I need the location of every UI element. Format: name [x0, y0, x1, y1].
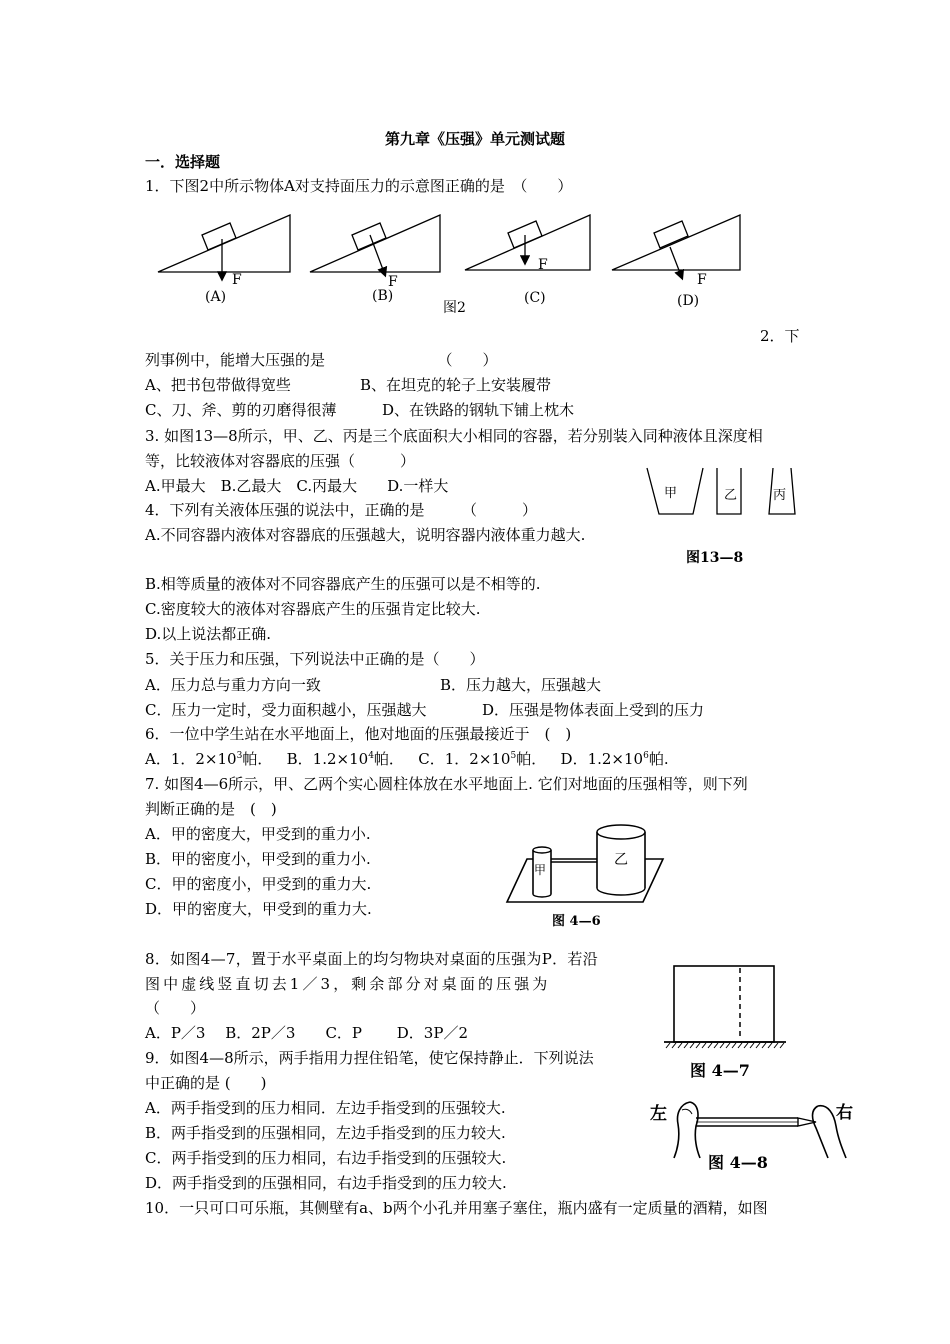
container-label-bing: 丙 [773, 488, 787, 503]
q4-stem: 4．下列有关液体压强的说法中，正确的是 （ ） [145, 501, 538, 519]
option-label-d: (D) [677, 293, 700, 309]
incline-diagram-a [158, 215, 290, 279]
q7-stem-line2: 判断正确的是 ( ) [145, 800, 277, 818]
q5-option-c: C．压力一定时，受力面积越小，压强越大 [145, 701, 427, 719]
q9-stem-line1: 9．如图4—8所示，两手指用力捏住铅笔，使它保持静止．下列说法 [145, 1049, 594, 1067]
cylinder-label-jia: 甲 [534, 863, 547, 877]
q2-option-b: B、在坦克的轮子上安装履带 [360, 376, 552, 394]
q8-options: A．P／3 B．2P／3 C．P D．3P／2 [145, 1024, 468, 1042]
q9-option-c: C．两手指受到的压力相同，右边手指受到的压强较大. [145, 1149, 507, 1167]
q6-option-c: C．1．$2\times 10^5$帕． [418, 750, 547, 768]
q2-option-d: D、在铁路的钢轨下铺上枕木 [382, 401, 575, 419]
force-label-d: F [697, 272, 707, 288]
q7-option-a: A．甲的密度大，甲受到的重力小. [145, 825, 371, 843]
q7-option-c: C．甲的密度小，甲受到的重力大. [145, 875, 372, 893]
force-label-a: F [232, 272, 242, 288]
cylinders-figure [505, 822, 665, 912]
q6-stem: 6．一位中学生站在水平地面上，他对地面的压强最接近于 ( ) [145, 725, 572, 743]
q2-stem: 列事例中，能增大压强的是 （ ） [145, 351, 498, 369]
q9-option-b: B．两手指受到的压强相同，左边手指受到的压力较大. [145, 1124, 506, 1142]
q7-option-b: B．甲的密度小，甲受到的重力小. [145, 850, 371, 868]
q4-option-c: C.密度较大的液体对容器底产生的压强肯定比较大. [145, 600, 481, 618]
option-label-c: (C) [524, 290, 546, 306]
figure-caption-4-6: 图 4—6 [552, 914, 601, 929]
page-title: 第九章《压强》单元测试题 [384, 130, 565, 148]
container-label-jia: 甲 [664, 486, 678, 501]
q3-stem-line2: 等，比较液体对容器底的压强（ ） [145, 452, 416, 470]
figure-caption-13-8: 图13—8 [686, 550, 744, 566]
q3-stem-line1: 3. 如图13—8所示，甲、乙、丙是三个底面积大小相同的容器，若分别装入同种液体且深度相 [145, 427, 763, 445]
q6-option-d: D．$1.2\times 10^6$帕. [560, 750, 669, 768]
q5-stem: 5．关于压力和压强，下列说法中正确的是（ ） [145, 650, 485, 668]
block-figure [662, 962, 792, 1054]
incline-diagram-b [310, 215, 440, 275]
q8-stem-line1: 8．如图4—7，置于水平桌面上的均匀物块对桌面的压强为P．若沿 [145, 950, 599, 968]
finger-label-right: 右 [836, 1103, 853, 1123]
option-label-a: (A) [205, 289, 227, 305]
q5-option-d: D．压强是物体表面上受到的压力 [482, 701, 705, 719]
q4-option-b: B.相等质量的液体对不同容器底产生的压强可以是不相等的. [145, 575, 541, 593]
q8-stem-line3: （ ） [145, 999, 206, 1017]
incline-diagram-c [465, 215, 590, 270]
q9-option-d: D．两手指受到的压强相同，右边手指受到的压力较大. [145, 1174, 507, 1192]
q10-stem-line1: 10．一只可口可乐瓶，其侧壁有a、b两个小孔并用塞子塞住，瓶内盛有一定质量的酒精，如图 [145, 1199, 768, 1217]
q6-options [145, 749, 669, 769]
container-label-yi: 乙 [724, 488, 738, 503]
option-label-b: (B) [372, 288, 394, 304]
finger-label-left: 左 [650, 1104, 667, 1124]
q6-option-b: B．$1.2\times 10^4$帕． [286, 750, 404, 768]
q8-stem-line2: 图中虚线竖直切去1／3，剩余部分对桌面的压强为 [145, 975, 551, 993]
q5-option-b: B．压力越大，压强越大 [440, 676, 602, 694]
force-label-c: F [538, 257, 548, 273]
section-heading: 一．选择题 [145, 153, 221, 171]
q7-stem-line1: 7. 如图4—6所示，甲、乙两个实心圆柱体放在水平地面上. 它们对地面的压强相等，则下列 [145, 775, 748, 793]
q6-option-a: A．1．$2\times 10^3$帕． [145, 750, 273, 768]
figure-caption-4-7: 图 4—7 [690, 1061, 750, 1080]
q2-option-a: A、把书包带做得宽些 [145, 376, 291, 394]
q9-option-a: A．两手指受到的压力相同．左边手指受到的压强较大. [145, 1099, 506, 1117]
q4-option-d: D.以上说法都正确. [145, 625, 272, 643]
q9-stem-line2: 中正确的是 ( ) [145, 1074, 267, 1092]
q3-options: A.甲最大 B.乙最大 C.丙最大 D.一样大 [145, 477, 449, 495]
force-label-b: F [388, 274, 398, 290]
figure-caption-2: 图2 [443, 300, 466, 316]
incline-diagram-d [612, 215, 740, 278]
q5-option-a: A．压力总与重力方向一致 [145, 676, 321, 694]
figure-caption-4-8: 图 4—8 [708, 1153, 768, 1172]
cylinder-label-yi: 乙 [614, 852, 628, 868]
q4-option-a: A.不同容器内液体对容器底的压强越大，说明容器内液体重力越大. [145, 526, 586, 544]
q2-option-c: C、刀、斧、剪的刃磨得很薄 [145, 401, 337, 419]
q1-stem: 1．下图2中所示物体A对支持面压力的示意图正确的是 （ ） [145, 177, 573, 195]
q2-number: 2．下 [760, 327, 800, 345]
q7-option-d: D．甲的密度大，甲受到的重力大. [145, 900, 372, 918]
